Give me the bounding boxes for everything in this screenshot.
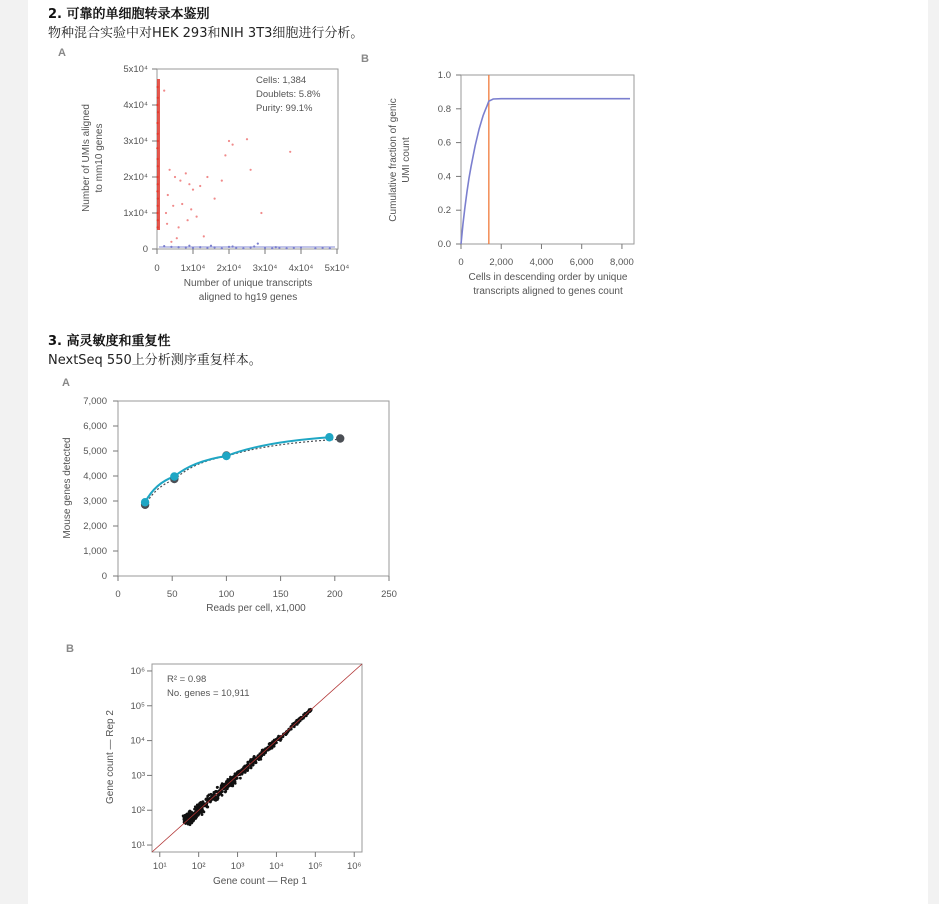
y-tick-label: 10³: [131, 770, 145, 782]
gene-point: [263, 753, 266, 756]
data-point: [141, 498, 149, 506]
y-axis-label: Gene count — Rep 2: [105, 710, 116, 804]
y-tick-label: 0.4: [437, 171, 451, 183]
x-tick-label: 4,000: [529, 257, 554, 268]
plot-frame: [461, 75, 634, 244]
data-point: [199, 185, 201, 187]
gene-point: [237, 770, 240, 773]
gene-point: [183, 815, 186, 818]
x-tick-label: 8,000: [610, 257, 634, 268]
data-point: [156, 158, 158, 160]
y-axis-label: Cumulative fraction of genic: [388, 98, 399, 222]
gene-point: [189, 819, 192, 822]
gene-point: [205, 797, 208, 800]
y-tick-label: 0.6: [437, 137, 451, 149]
x-tick-label: 0: [458, 257, 464, 268]
data-point: [260, 212, 262, 214]
series-line: [145, 437, 329, 502]
data-point: [196, 216, 198, 218]
gene-point: [234, 780, 237, 783]
data-point: [178, 226, 180, 228]
gene-point: [239, 777, 242, 780]
gene-point: [224, 791, 227, 794]
data-point: [176, 237, 178, 239]
data-point: [250, 169, 252, 171]
gene-point: [251, 764, 254, 767]
data-point: [192, 189, 194, 191]
y-axis-label: Mouse genes detected: [62, 437, 73, 539]
y-tick-label: 0.2: [437, 205, 451, 217]
x-tick-label: 10³: [230, 861, 245, 872]
data-point: [289, 151, 291, 153]
x-tick-label: 3x10⁴: [252, 263, 278, 274]
x-tick-label: 4x10⁴: [288, 263, 314, 274]
data-point: [157, 133, 159, 135]
y-axis-label: Number of UMIs aligned: [81, 104, 92, 212]
y-tick-label: 1,000: [83, 546, 107, 557]
data-point: [157, 165, 159, 167]
gene-point: [216, 786, 219, 789]
x-tick-label: 10⁴: [269, 861, 284, 872]
y-tick-label: 5,000: [83, 446, 107, 457]
y-tick-label: 5x10⁴: [123, 64, 148, 75]
x-tick-label: 100: [218, 589, 235, 600]
y-tick-label: 10⁶: [130, 665, 145, 677]
y-tick-label: 3,000: [83, 496, 107, 507]
gene-point: [198, 802, 201, 805]
x-tick-label: 0: [154, 263, 160, 274]
x-axis-label: Gene count — Rep 1: [213, 876, 307, 887]
gene-point: [219, 793, 222, 796]
y-tick-label: 1x10⁴: [123, 208, 148, 219]
gene-point: [211, 794, 214, 797]
panel-label: A: [58, 47, 66, 59]
data-point: [257, 243, 259, 245]
section-3-heading: 3. 高灵敏度和重复性: [48, 334, 171, 349]
data-point: [336, 434, 344, 442]
data-point: [224, 154, 226, 156]
data-point: [156, 122, 158, 124]
x-tick-label: 10⁵: [308, 861, 323, 872]
x-tick-label: 2x10⁴: [216, 263, 242, 274]
y-axis-label: to mm10 genes: [94, 123, 105, 193]
x-axis-label: Reads per cell, x1,000: [206, 603, 306, 614]
data-point: [214, 198, 216, 200]
gene-point: [225, 780, 228, 783]
data-point: [166, 223, 168, 225]
data-point: [165, 212, 167, 214]
y-axis-label: UMI count: [401, 137, 412, 183]
data-point: [228, 140, 230, 142]
mouse-cells-band: [157, 79, 160, 230]
data-point: [325, 433, 333, 441]
y-tick-label: 10⁴: [130, 735, 145, 747]
data-point: [163, 90, 165, 92]
gene-point: [279, 739, 282, 742]
data-point: [232, 144, 234, 146]
data-point: [156, 86, 158, 88]
annotation: Doublets: 5.8%: [256, 89, 321, 100]
annotation: Purity: 99.1%: [256, 103, 313, 114]
gene-point: [244, 771, 247, 774]
x-tick-label: 1x10⁴: [180, 263, 206, 274]
x-axis-label: aligned to hg19 genes: [198, 292, 298, 303]
data-point: [246, 138, 248, 140]
y-tick-label: 2x10⁴: [123, 172, 148, 183]
data-point: [188, 183, 190, 185]
gene-point: [250, 766, 253, 769]
data-point: [157, 140, 159, 142]
x-tick-label: 0: [115, 589, 121, 600]
x-tick-label: 10¹: [152, 861, 167, 872]
data-point: [169, 169, 171, 171]
annotation: R² = 0.98: [167, 674, 207, 685]
section-2-heading: 2. 可靠的单细胞转录本鉴别: [48, 7, 210, 22]
x-axis-label: Cells in descending order by unique: [468, 272, 628, 283]
data-point: [181, 203, 183, 205]
data-point: [206, 176, 208, 178]
x-axis-label: Number of unique transcripts: [183, 278, 313, 289]
gene-point: [277, 735, 280, 738]
data-point: [156, 212, 158, 214]
panel-label: A: [62, 377, 70, 389]
y-tick-label: 0: [142, 244, 148, 255]
gene-point: [193, 808, 196, 811]
y-tick-label: 10⁵: [130, 700, 145, 712]
panel-label: B: [361, 53, 369, 65]
y-tick-label: 4,000: [83, 471, 107, 482]
gene-point: [192, 817, 195, 820]
data-point: [172, 205, 174, 207]
data-point: [222, 452, 230, 460]
x-tick-label: 250: [381, 589, 397, 600]
x-axis-label: transcripts aligned to genes count: [473, 286, 623, 297]
x-tick-label: 200: [326, 589, 343, 600]
annotation: Cells: 1,384: [256, 75, 307, 86]
data-point: [167, 194, 169, 196]
data-point: [190, 208, 192, 210]
data-point: [185, 172, 187, 174]
x-tick-label: 10²: [191, 861, 206, 872]
y-tick-label: 0.0: [437, 239, 451, 250]
y-tick-label: 0.8: [437, 103, 451, 115]
data-point: [221, 180, 223, 182]
data-point: [203, 235, 205, 237]
data-point: [156, 104, 158, 106]
gene-point: [188, 811, 191, 814]
y-tick-label: 10¹: [131, 840, 145, 852]
data-point: [157, 219, 159, 221]
gene-point: [190, 811, 193, 814]
section-3-desc: NextSeq 550上分析测序重复样本。: [48, 353, 262, 368]
data-point: [179, 180, 181, 182]
data-point: [156, 226, 158, 228]
x-tick-label: 50: [166, 589, 178, 600]
annotation: No. genes = 10,911: [167, 688, 250, 699]
gene-point: [268, 742, 271, 745]
x-tick-label: 10⁶: [346, 861, 362, 872]
data-point: [157, 183, 159, 185]
y-tick-label: 7,000: [83, 396, 107, 407]
data-point: [157, 205, 159, 207]
gene-point: [188, 822, 191, 825]
panel-label: B: [66, 643, 74, 655]
x-tick-label: 150: [272, 589, 289, 600]
data-point: [170, 241, 172, 243]
gene-point: [231, 783, 234, 786]
data-point: [156, 190, 158, 192]
gene-point: [214, 799, 217, 802]
x-tick-label: 2,000: [489, 257, 514, 268]
y-tick-label: 0: [101, 571, 107, 582]
y-tick-label: 3x10⁴: [123, 136, 148, 147]
y-tick-label: 6,000: [83, 421, 107, 432]
y-tick-label: 1.0: [437, 70, 451, 81]
data-point: [157, 111, 159, 113]
y-tick-label: 4x10⁴: [123, 100, 148, 111]
gene-point: [229, 784, 232, 787]
x-tick-label: 6,000: [569, 257, 594, 268]
data-point: [187, 219, 189, 221]
x-tick-label: 5x10⁴: [324, 263, 350, 274]
section-2-desc: 物种混合实验中对HEK 293和NIH 3T3细胞进行分析。: [48, 26, 364, 41]
cumulative-curve: [461, 99, 630, 244]
gene-point: [225, 787, 228, 790]
data-point: [157, 198, 159, 200]
data-point: [157, 97, 159, 99]
data-point: [156, 147, 158, 149]
y-tick-label: 10²: [131, 805, 145, 817]
data-point: [170, 472, 178, 480]
data-point: [156, 176, 158, 178]
gene-point: [242, 766, 245, 769]
gene-point: [213, 791, 216, 794]
gene-point: [201, 813, 204, 816]
data-point: [174, 176, 176, 178]
y-tick-label: 2,000: [83, 521, 107, 532]
